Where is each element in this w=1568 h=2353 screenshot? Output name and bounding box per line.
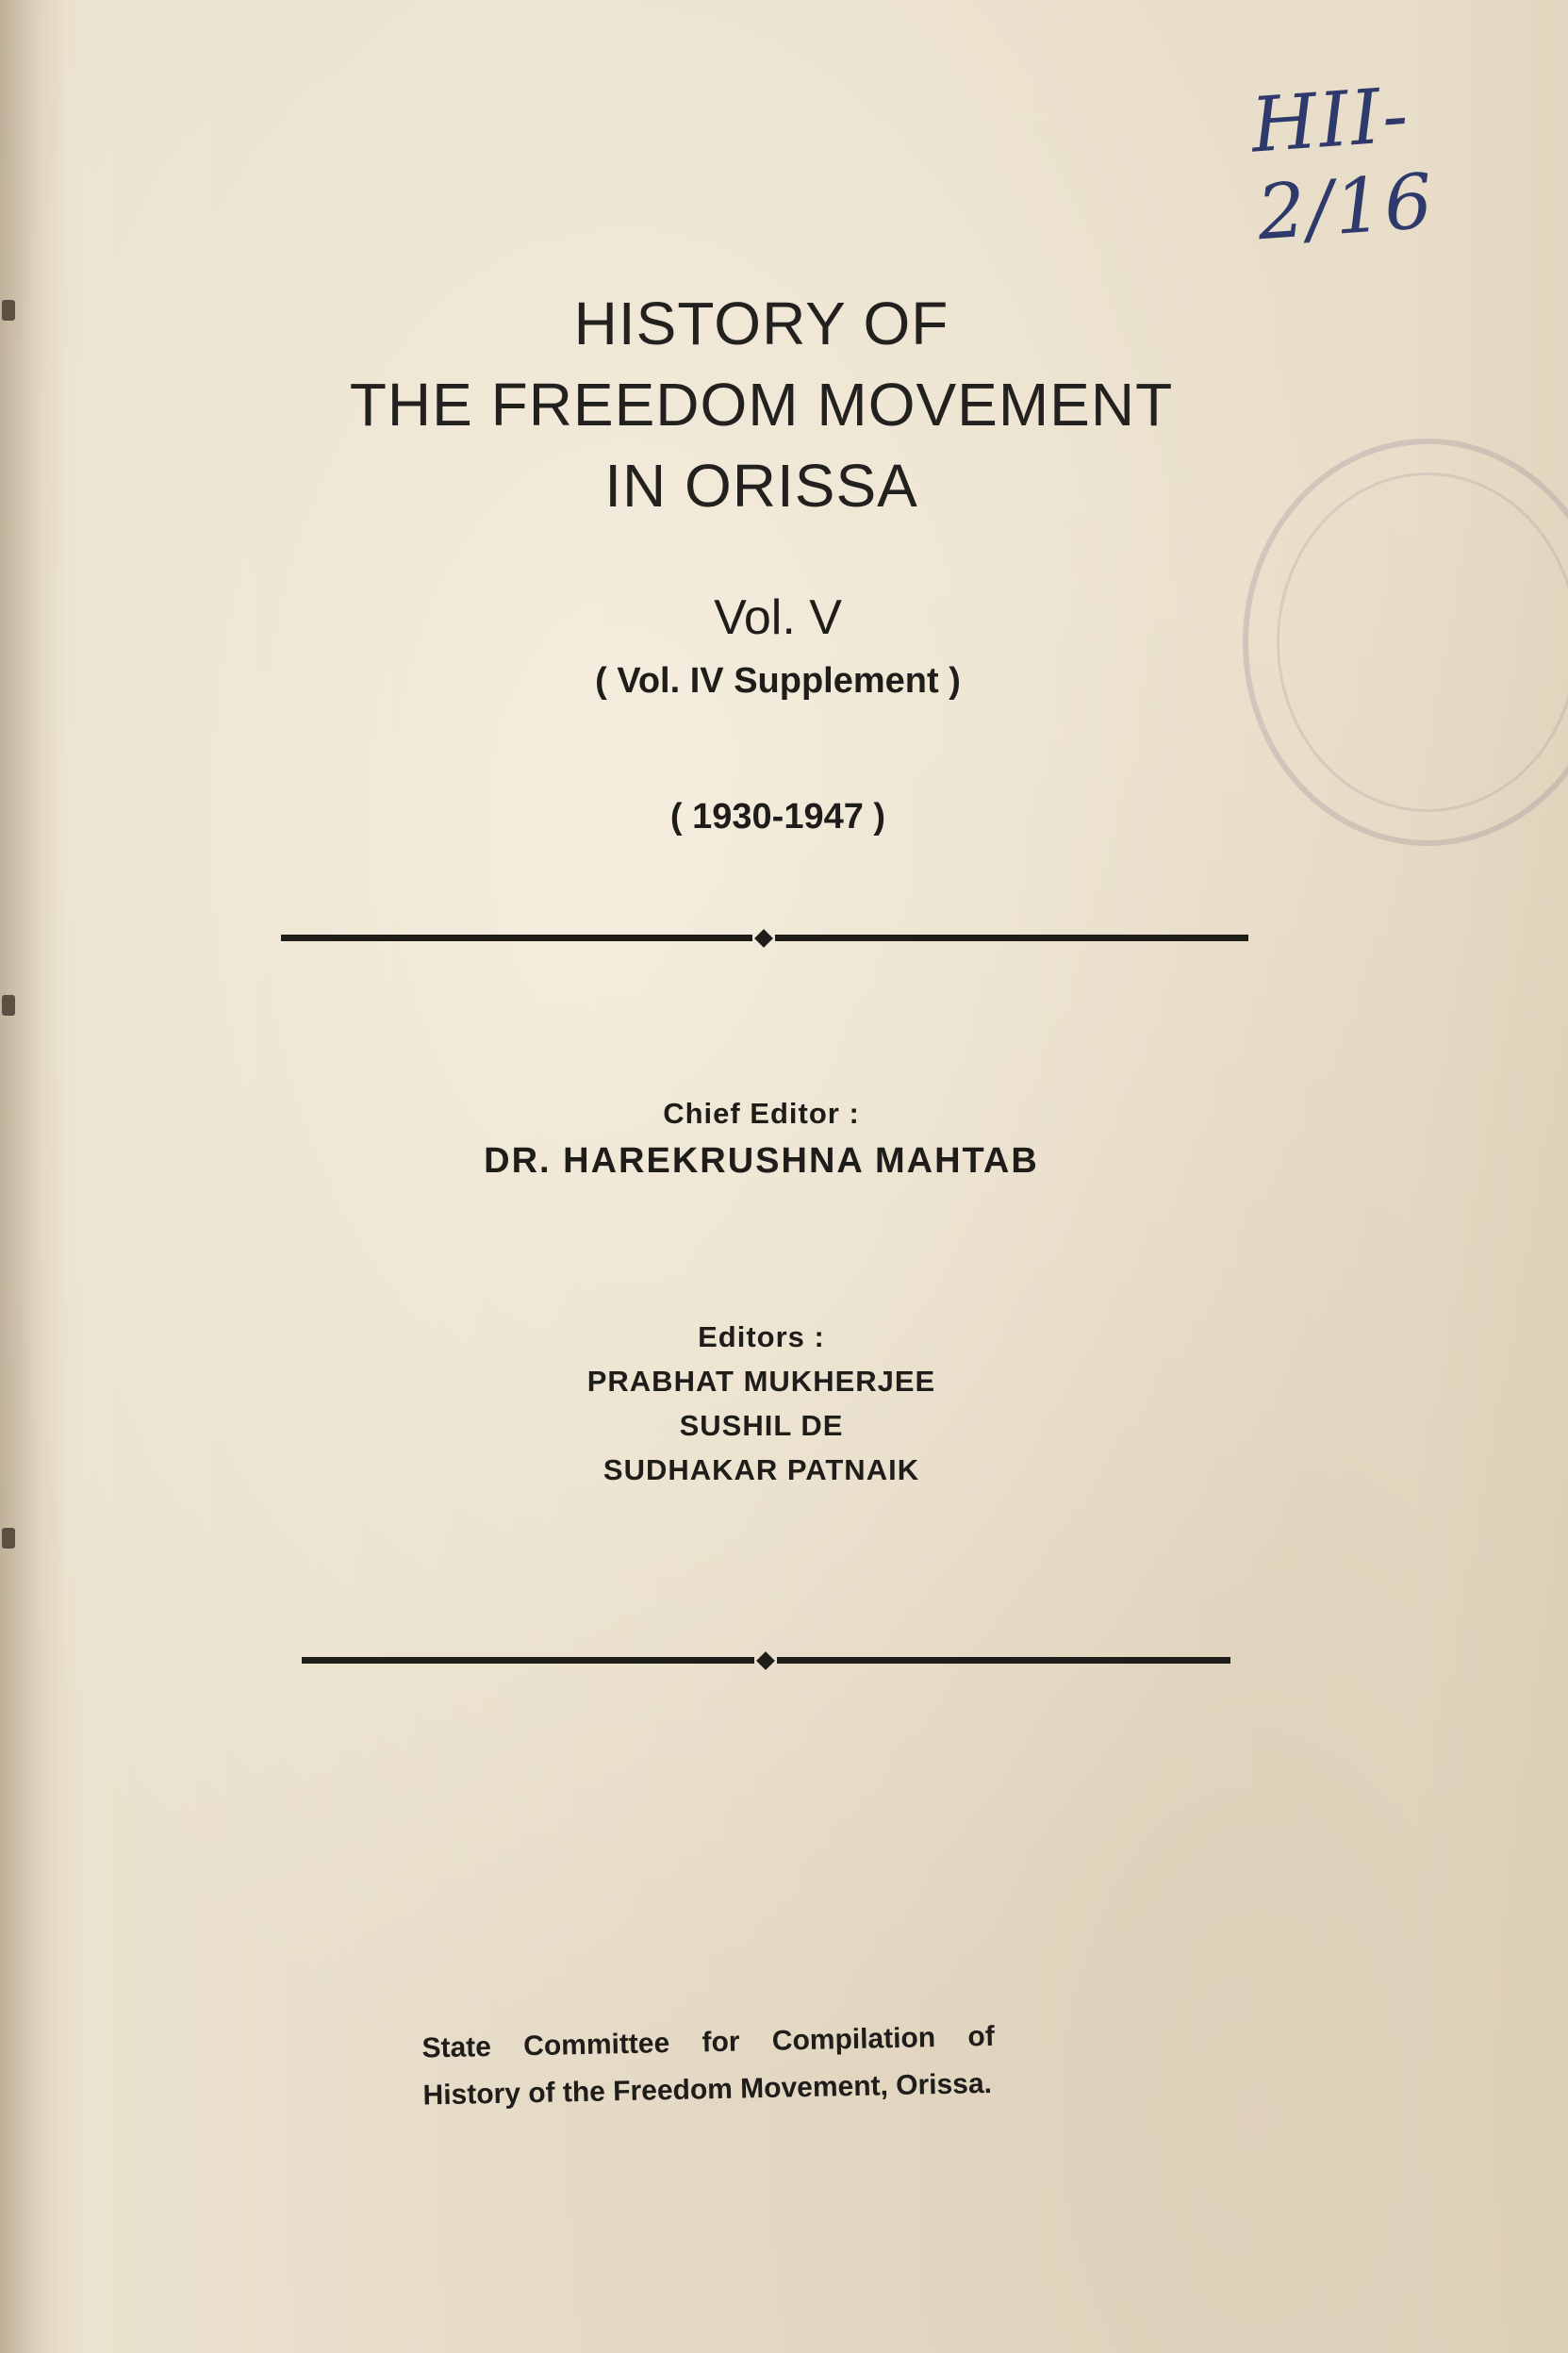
- publisher-line: History of the Freedom Movement, Orissa.: [422, 2067, 993, 2112]
- staple: [2, 1528, 15, 1549]
- editor-name: SUSHIL DE: [679, 1409, 844, 1442]
- ornamental-rule: [281, 932, 1248, 941]
- chief-editor-label: Chief Editor :: [663, 1097, 860, 1130]
- chief-editor-name: DR. HAREKRUSHNA MAHTAB: [484, 1141, 1039, 1181]
- editors-label: Editors :: [698, 1320, 825, 1353]
- year-range: ( 1930-1947 ): [669, 797, 886, 837]
- publisher-imprint: [421, 2011, 1102, 2119]
- publisher-line: State Committee for Compilation of: [421, 2020, 996, 2064]
- ornamental-rule: [302, 1654, 1230, 1664]
- handwritten-reference-number: HII-2/16: [1247, 71, 1438, 257]
- volume-info: [377, 583, 1179, 709]
- volume-supplement: ( Vol. IV Supplement ): [595, 661, 961, 701]
- volume-label: Vol. V: [714, 590, 842, 645]
- editors-credit: [0, 1316, 1523, 1492]
- book-title: [0, 283, 1523, 526]
- chief-editor-credit: [0, 1092, 1523, 1186]
- title-line: HISTORY OF: [573, 290, 949, 357]
- title-line: IN ORISSA: [604, 452, 918, 520]
- editor-name: SUDHAKAR PATNAIK: [602, 1453, 920, 1486]
- title-line: THE FREEDOM MOVEMENT: [349, 371, 1174, 439]
- staple: [2, 995, 15, 1016]
- editor-name: PRABHAT MUKHERJEE: [586, 1365, 936, 1398]
